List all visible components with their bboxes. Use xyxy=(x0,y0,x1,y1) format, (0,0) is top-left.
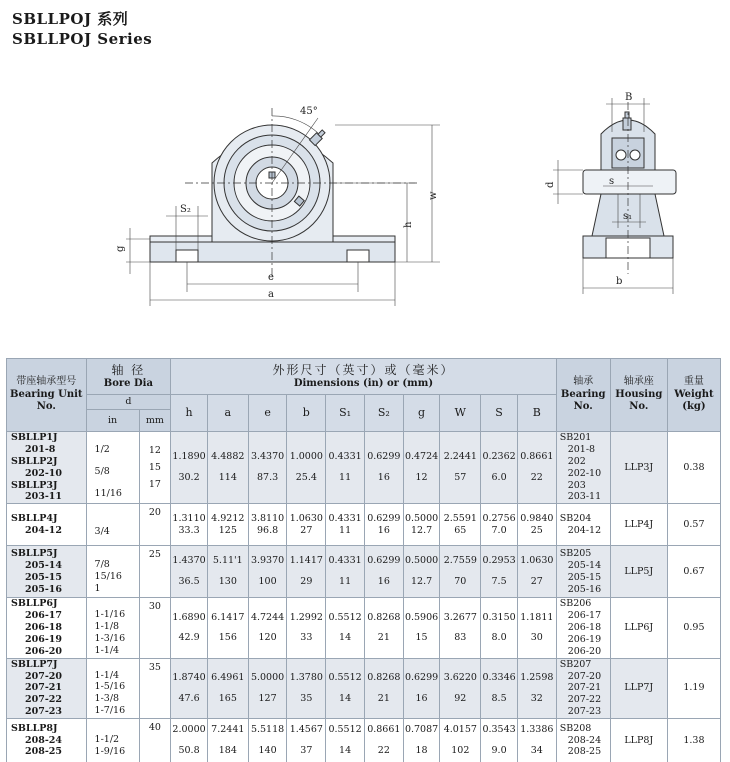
dim-h: 1.1890 30.2 xyxy=(171,432,208,504)
col-B: B xyxy=(517,395,556,432)
dim-e: 3.4370 87.3 xyxy=(248,432,287,504)
dim-w: 4.0157 102 xyxy=(440,719,481,762)
bore-in-cell: 1-1/2 1-9/16 xyxy=(86,719,139,762)
dim-e: 3.8110 96.8 xyxy=(248,504,287,546)
dim-a: 7.2441 184 xyxy=(207,719,248,762)
dim-h: 1.3110 33.3 xyxy=(171,504,208,546)
dim-e: 4.7244 120 xyxy=(248,598,287,658)
dim-g: 0.5906 15 xyxy=(403,598,440,658)
bore-mm-cell: 12 15 17 xyxy=(139,432,171,504)
dim-B: 1.0630 27 xyxy=(517,546,556,598)
col-s2: S₂ xyxy=(364,395,403,432)
table-row xyxy=(7,598,721,658)
dim-g: 0.6299 16 xyxy=(403,658,440,718)
col-s: S xyxy=(481,395,518,432)
dim-b: 1.3780 35 xyxy=(287,658,326,718)
label-g: g xyxy=(115,245,126,252)
header-housing: 轴承座 Housing No. xyxy=(610,359,667,432)
dim-s: 0.2756 7.0 xyxy=(481,504,518,546)
dim-s1: 0.5512 14 xyxy=(326,598,365,658)
bore-in-cell: 7/8 15/16 1 xyxy=(86,546,139,598)
dim-g: 0.7087 18 xyxy=(403,719,440,762)
dim-e: 5.0000 127 xyxy=(248,658,287,718)
grease-nipple xyxy=(309,129,326,146)
dim-s1: 0.5512 14 xyxy=(326,658,365,718)
unit-cell: SBLLP5J 205-14 205-15 205-16 xyxy=(7,546,87,598)
unit-cell: SBLLP7J 207-20 207-21 207-22 207-23 xyxy=(7,658,87,718)
dim-a: 5.11'1 130 xyxy=(207,546,248,598)
unit-cell: SBLLP4J 204-12 xyxy=(7,504,87,546)
dim-a: 6.1417 156 xyxy=(207,598,248,658)
unit-cell: SBLLP8J 208-24 208-25 xyxy=(7,719,87,762)
bore-mm-cell: 25 xyxy=(139,546,171,598)
housing-cell: LLP6J xyxy=(610,598,667,658)
table-row xyxy=(7,719,721,762)
weight-cell: 0.67 xyxy=(667,546,720,598)
dim-s: 0.3543 9.0 xyxy=(481,719,518,762)
bore-in-cell: 1-1/16 1-1/8 1-3/16 1-1/4 xyxy=(86,598,139,658)
bore-in-cell: 3/4 xyxy=(86,504,139,546)
label-s2: S₂ xyxy=(180,204,191,215)
spec-table xyxy=(6,358,721,762)
side-view-drawing xyxy=(583,102,676,274)
dim-h: 1.6890 42.9 xyxy=(171,598,208,658)
header-unit: 带座轴承型号 Bearing Unit No. xyxy=(7,359,87,432)
dim-s2: 0.6299 16 xyxy=(364,432,403,504)
header-bore: 轴 径 Bore Dia xyxy=(86,359,171,395)
dim-g: 0.4724 12 xyxy=(403,432,440,504)
bearing-cell: SB207 207-20 207-21 207-22 207-23 xyxy=(556,658,610,718)
label-s1: s₁ xyxy=(623,211,633,222)
bore-mm-cell: 40 xyxy=(139,719,171,762)
header-bore-d: d xyxy=(86,395,171,410)
col-b: b xyxy=(287,395,326,432)
shaft xyxy=(583,170,676,194)
bearing-cell: SB208 208-24 208-25 xyxy=(556,719,610,762)
bearing-cell: SB206 206-17 206-18 206-19 206-20 xyxy=(556,598,610,658)
dim-w: 2.5591 65 xyxy=(440,504,481,546)
bore-mm-cell: 30 xyxy=(139,598,171,658)
header-weight: 重量 Weight (kg) xyxy=(667,359,720,432)
dim-w: 3.2677 83 xyxy=(440,598,481,658)
dim-B: 0.8661 22 xyxy=(517,432,556,504)
dim-e: 5.5118 140 xyxy=(248,719,287,762)
base-boss-left xyxy=(150,236,212,242)
drawings-svg xyxy=(0,88,730,318)
unit-cell: SBLLP6J 206-17 206-18 206-19 206-20 xyxy=(7,598,87,658)
dim-w: 2.7559 70 xyxy=(440,546,481,598)
dim-s1: 0.4331 11 xyxy=(326,504,365,546)
bore-mm-cell: 35 xyxy=(139,658,171,718)
dim-s: 0.2953 7.5 xyxy=(481,546,518,598)
table-row xyxy=(7,658,721,718)
label-h: h xyxy=(403,221,414,228)
dim-h: 2.0000 50.8 xyxy=(171,719,208,762)
col-a: a xyxy=(207,395,248,432)
technical-drawings xyxy=(0,88,730,318)
bore-mm-cell: 20 xyxy=(139,504,171,546)
weight-cell: 1.38 xyxy=(667,719,720,762)
dim-B: 1.3386 34 xyxy=(517,719,556,762)
label-e: e xyxy=(268,272,274,283)
label-d: d xyxy=(545,181,556,188)
table-row xyxy=(7,432,721,504)
header-bore-mm: mm xyxy=(139,410,171,432)
housing-cell: LLP3J xyxy=(610,432,667,504)
dim-h: 1.4370 36.5 xyxy=(171,546,208,598)
bore-in-cell: 1-1/4 1-5/16 1-3/8 1-7/16 xyxy=(86,658,139,718)
dim-b: 1.0630 27 xyxy=(287,504,326,546)
dim-s1: 0.4331 11 xyxy=(326,432,365,504)
dim-s2: 0.6299 16 xyxy=(364,504,403,546)
dim-s2: 0.6299 16 xyxy=(364,546,403,598)
housing-cell: LLP7J xyxy=(610,658,667,718)
col-h: h xyxy=(171,395,208,432)
dim-s1: 0.5512 14 xyxy=(326,719,365,762)
label-w: w xyxy=(428,191,439,200)
bearing-cell: SB204 204-12 xyxy=(556,504,610,546)
dim-h: 1.8740 47.6 xyxy=(171,658,208,718)
dim-s: 0.2362 6.0 xyxy=(481,432,518,504)
dim-B: 1.1811 30 xyxy=(517,598,556,658)
header-bore-in: in xyxy=(86,410,139,432)
dim-s2: 0.8268 21 xyxy=(364,598,403,658)
housing-cell: LLP8J xyxy=(610,719,667,762)
table-row xyxy=(7,504,721,546)
weight-cell: 0.38 xyxy=(667,432,720,504)
front-view-drawing xyxy=(150,108,420,280)
label-a: a xyxy=(268,289,274,300)
col-w: W xyxy=(440,395,481,432)
bearing-cell: SB205 205-14 205-15 205-16 xyxy=(556,546,610,598)
series-title-en: SBLLPOJ Series xyxy=(12,30,153,48)
weight-cell: 0.57 xyxy=(667,504,720,546)
dim-w: 2.2441 57 xyxy=(440,432,481,504)
dim-s2: 0.8661 22 xyxy=(364,719,403,762)
dim-B: 0.9840 25 xyxy=(517,504,556,546)
side-grease-nipple xyxy=(623,118,631,130)
housing-cell: LLP5J xyxy=(610,546,667,598)
label-angle: 45° xyxy=(300,106,318,117)
label-s: s xyxy=(609,176,615,187)
col-g: g xyxy=(403,395,440,432)
housing-cell: LLP4J xyxy=(610,504,667,546)
bolt-slot-right xyxy=(347,250,369,262)
dim-s: 0.3150 8.0 xyxy=(481,598,518,658)
dim-b: 1.1417 29 xyxy=(287,546,326,598)
dim-b: 1.0000 25.4 xyxy=(287,432,326,504)
weight-cell: 0.95 xyxy=(667,598,720,658)
bolt-slot-left xyxy=(176,250,198,262)
col-s1: S₁ xyxy=(326,395,365,432)
dim-s1: 0.4331 11 xyxy=(326,546,365,598)
bearing-cell: SB201 201-8 202 202-10 203 203-11 xyxy=(556,432,610,504)
col-e: e xyxy=(248,395,287,432)
dim-s2: 0.8268 21 xyxy=(364,658,403,718)
dim-a: 4.9212 125 xyxy=(207,504,248,546)
dim-a: 6.4961 165 xyxy=(207,658,248,718)
dim-b: 1.4567 37 xyxy=(287,719,326,762)
unit-cell: SBLLP1J 201-8 SBLLP2J 202-10 SBLLP3J 203-11 xyxy=(7,432,87,504)
header-bearing: 轴承 Bearing No. xyxy=(556,359,610,432)
dim-w: 3.6220 92 xyxy=(440,658,481,718)
dim-e: 3.9370 100 xyxy=(248,546,287,598)
label-B: B xyxy=(625,92,633,103)
bore-in-cell: 1/2 5/8 11/16 xyxy=(86,432,139,504)
base-boss-right xyxy=(333,236,395,242)
label-b: b xyxy=(616,276,623,287)
header-dimensions: 外形尺寸（英寸）或（毫米） Dimensions (in) or (mm) xyxy=(171,359,557,395)
series-title-cn: SBLLPOJ 系列 xyxy=(12,10,129,28)
dim-a: 4.4882 114 xyxy=(207,432,248,504)
dim-g: 0.5000 12.7 xyxy=(403,504,440,546)
weight-cell: 1.19 xyxy=(667,658,720,718)
dim-B: 1.2598 32 xyxy=(517,658,556,718)
dim-b: 1.2992 33 xyxy=(287,598,326,658)
dim-s: 0.3346 8.5 xyxy=(481,658,518,718)
table-row xyxy=(7,546,721,598)
dim-g: 0.5000 12.7 xyxy=(403,546,440,598)
